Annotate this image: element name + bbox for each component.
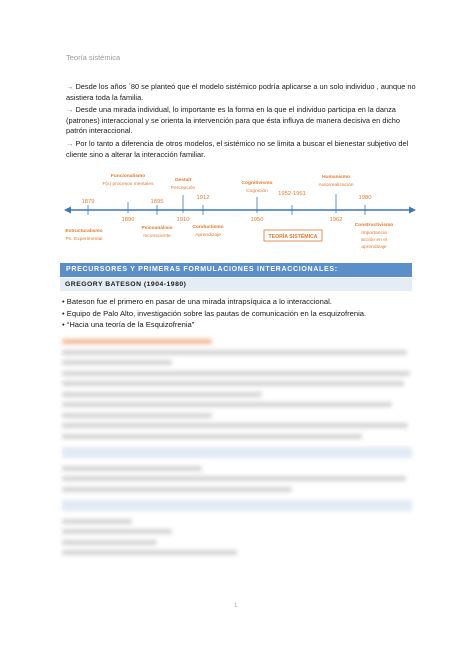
list-item-text: “Hacia una teoría de la Esquizofrenia” <box>66 320 195 329</box>
school-desc-constructivismo: Importancia <box>361 231 387 236</box>
list-item-text: Bateson fue el primero en pasar de una mirada intrapsíquica a lo interaccional. <box>66 297 332 306</box>
blurred-line <box>62 371 410 376</box>
intro-bullet <box>66 105 416 137</box>
list-item <box>62 296 366 307</box>
school-desc-constructivismo: aprendizaje <box>361 245 387 250</box>
school-desc-gestalt: Percepción <box>170 186 196 191</box>
page-number: 1 <box>234 603 238 609</box>
year-label: 1910 <box>176 217 190 223</box>
school-label-teoria-sistemica: TEORÍA SISTÉMICA <box>268 234 318 240</box>
blurred-line <box>62 423 408 428</box>
page-header-title: Teoría sistémica <box>66 53 121 62</box>
blurred-line <box>62 339 212 344</box>
intro-bullet-text: Por lo tanto a diferencia de otros modelos, el sistémico no se limita a buscar el bienestar subjetivo del cliente sino a alterar la interacción familiar. <box>66 138 409 159</box>
year-label: 1895 <box>150 199 164 205</box>
school-label-cognitivismo: Cognitivismo <box>241 181 273 186</box>
arrow-right-icon: → <box>66 105 74 115</box>
arrow-right-icon <box>409 207 416 214</box>
intro-bullet <box>66 82 416 103</box>
list-item-text: Equipo de Palo Alto, investigación sobre las pautas de comunicación en la esquizofrenia. <box>66 308 367 318</box>
year-label: 1952-1961 <box>278 191 306 197</box>
blurred-line <box>62 550 237 555</box>
list-item <box>62 319 366 330</box>
school-label-humanismo: Humanismo <box>322 175 350 180</box>
blurred-line <box>62 529 172 534</box>
arrow-left-icon <box>64 207 71 214</box>
school-label-conductismo: Conductismo <box>192 225 224 230</box>
year-label: 1962 <box>329 217 343 223</box>
blurred-line <box>62 476 406 481</box>
blurred-line <box>62 413 212 418</box>
school-label-gestalt: Gestalt <box>174 178 192 183</box>
bullet-icon: • <box>62 320 65 329</box>
school-label-psicoanalisis: Psicoanálisis <box>141 226 173 231</box>
school-desc-cognitivismo: Cognición <box>246 189 268 194</box>
blurred-band <box>62 500 412 511</box>
psychology-timeline <box>60 168 420 260</box>
year-label: 1890 <box>121 217 135 223</box>
blurred-band <box>62 447 412 458</box>
blurred-line <box>62 392 262 397</box>
section-title: PRECURSORES Y PRIMERAS FORMULACIONES INTERACCIONALES: <box>60 263 412 277</box>
year-label: 1950 <box>250 217 264 223</box>
intro-bullets <box>66 82 416 162</box>
intro-bullet-text: Desde una mirada individual, lo importante es la forma en la que el individuo participa en la danza (patrones) interaccional y se orienta la intervención para que ésta influya de manera decisiva en dicho patrón interaccional. <box>66 105 401 136</box>
blurred-line <box>62 487 292 492</box>
intro-bullet <box>66 139 416 160</box>
school-desc-conductismo: Aprendizaje <box>195 233 221 238</box>
blurred-line <box>62 402 392 407</box>
school-label-constructivismo: Constructivismo <box>354 223 394 228</box>
blurred-line <box>62 350 407 355</box>
school-desc-funcionalismo: F(x) procesos mentales <box>102 182 154 187</box>
year-label: 1980 <box>358 195 372 201</box>
list-item <box>62 308 366 319</box>
school-desc-humanismo: Autorrealización <box>318 183 354 188</box>
school-label-estructuralismo: Estructuralismo <box>65 229 103 234</box>
arrow-right-icon: → <box>66 82 74 91</box>
blurred-line <box>62 360 172 365</box>
year-label: 1879 <box>81 199 95 205</box>
arrow-right-icon: → <box>66 138 74 148</box>
year-label: 1912 <box>196 195 210 201</box>
school-label-funcionalismo: Funcionalismo <box>110 174 146 179</box>
intro-bullet-text: Desde los años ´80 se planteó que el modelo sistémico podría aplicarse a un solo individuo , aunque no asistiera toda la familia. <box>66 82 416 102</box>
blurred-line <box>62 519 132 524</box>
blurred-line <box>62 540 157 545</box>
blurred-line <box>62 381 404 386</box>
blurred-line <box>62 434 362 439</box>
bullet-icon: • <box>62 297 65 306</box>
school-desc-estructuralismo: Ps. Experimental <box>65 237 103 242</box>
bateson-list <box>62 296 366 331</box>
blurred-line <box>62 466 202 471</box>
section-subtitle: GREGORY BATESON (1904-1980) <box>60 278 412 291</box>
bullet-icon: • <box>62 308 65 318</box>
school-desc-psicoanalisis: Inconsciente <box>143 234 171 239</box>
blurred-preview-content <box>62 339 412 561</box>
school-desc-constructivismo: acción en el <box>360 238 388 243</box>
